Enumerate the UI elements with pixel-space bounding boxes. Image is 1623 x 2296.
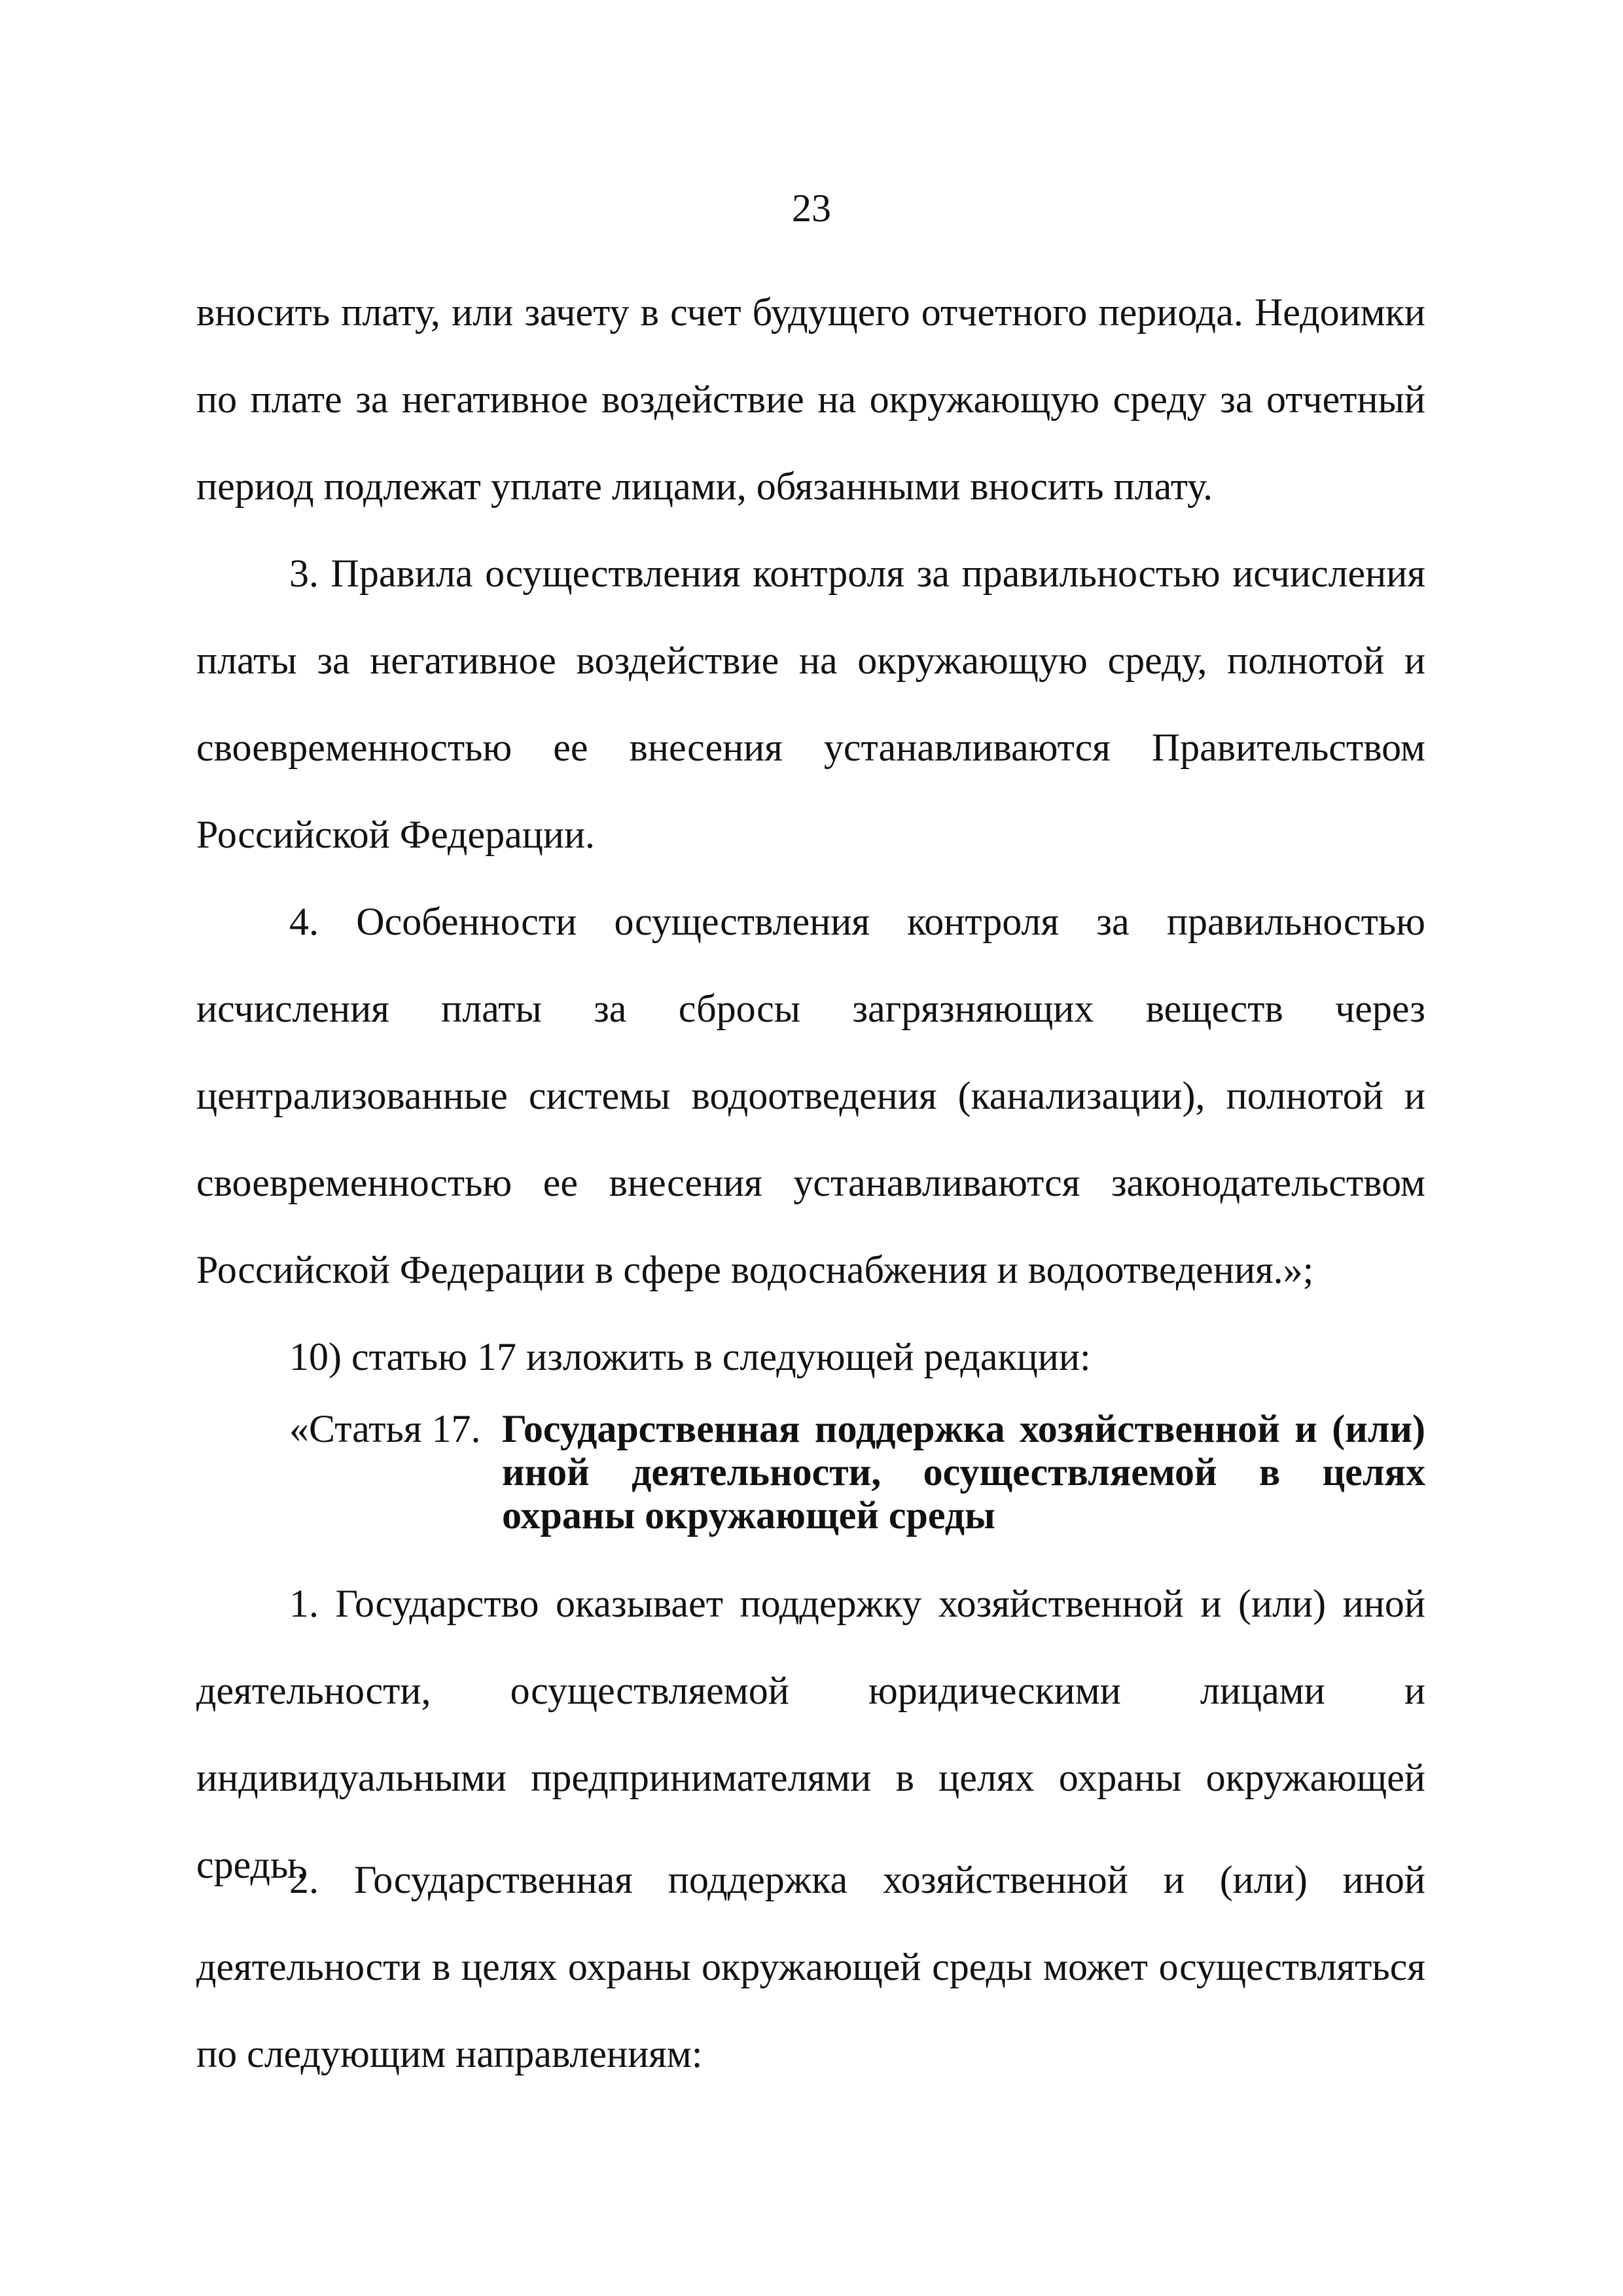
paragraph-continuation: вносить плату, или зачету в счет будущего отчетного периода. Недоимки по плате за негативное воздействие на окружающую среду за отчетный период подлежат уплате лицами, обязанными вносить плату. — [196, 291, 1425, 508]
paragraph-article-item-1: 1. Государство оказывает поддержку хозяйственной и (или) иной деятельности, осуществляемой юридическими лицами и индивидуальными предпринимателями в целях охраны окружающей среды. — [196, 1582, 1425, 1886]
article-label: «Статья 17. — [289, 1407, 481, 1450]
article-title: Государственная поддержка хозяйственной и (или) иной деятельности, осуществляемой в целях охраны окружающей среды — [502, 1407, 1425, 1537]
paragraph-item-4: 4. Особенности осуществления контроля за правильностью исчисления платы за сбросы загрязняющих веществ через централизованные системы водоотведения (канализации), полнотой и своевременностью ее внесения устанавливаются законодательством Российской Федерации в сфере водоснабжения и водоотведения.»; — [196, 900, 1425, 1291]
page-number: 23 — [792, 187, 831, 230]
paragraph-item-3: 3. Правила осуществления контроля за правильностью исчисления платы за негативное воздействие на окружающую среду, полнотой и своевременностью ее внесения устанавливаются Правительством Российской Федерации. — [196, 552, 1425, 856]
paragraph-article-item-2: 2. Государственная поддержка хозяйственной и (или) иной деятельности в целях охраны окружающей среды может осуществляться по следующим направлениям: — [196, 1858, 1425, 2075]
paragraph-amendment-10: 10) статью 17 изложить в следующей редакции: — [289, 1335, 1091, 1378]
